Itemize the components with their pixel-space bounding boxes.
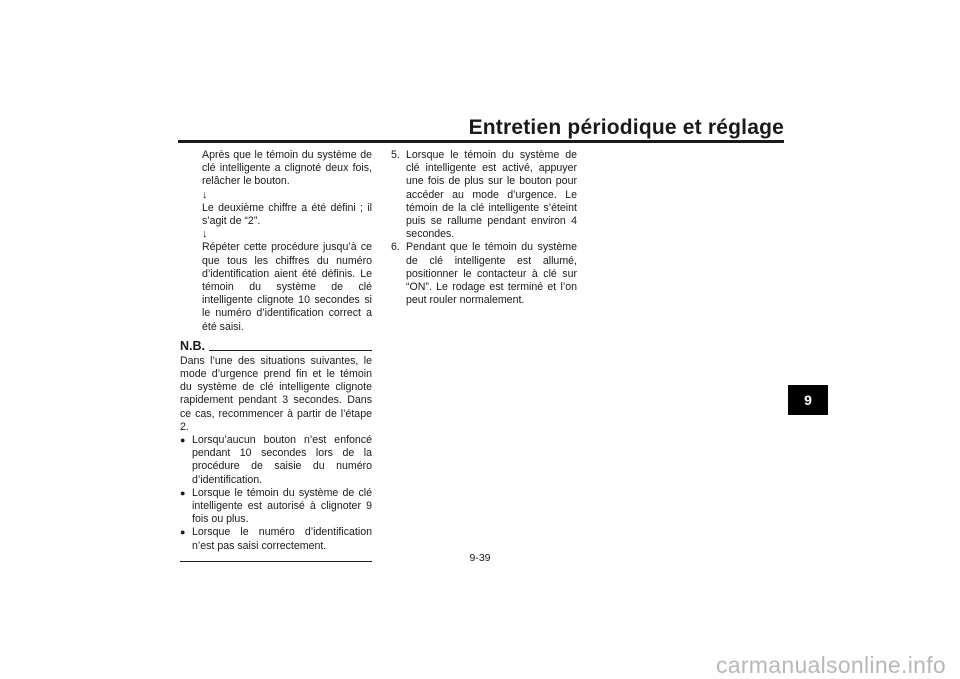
step-text: Lorsque le témoin du système de clé intelligente est activé, appuyer une fois de plus sur le bouton pour accéder au mode d’urgence. Le témoin de la clé intelligente s’éteint puis se rallume pendant environ 4 secondes. [406, 149, 577, 241]
bullet-icon: ● [180, 487, 186, 498]
step-paragraph-3: Répéter cette procédure jusqu’à ce que tous les chiffres du numéro d’identification aient été définis. Le témoin du système de clé intelligente clignote 10 secondes si le numéro d’identification correct a été saisi. [202, 241, 372, 333]
note-label: N.B. [180, 338, 205, 353]
step-paragraph-2: Le deuxième chiffre a été défini ; il s’agit de “2”. [202, 201, 372, 228]
numbered-step [391, 241, 577, 307]
chapter-tab: 9 [788, 385, 828, 415]
page-title: Entretien périodique et réglage [468, 116, 784, 139]
bullet-icon: ● [180, 435, 186, 446]
note-header [180, 339, 372, 353]
step-paragraph-1: Après que le témoin du système de clé intelligente a clignoté deux fois, relâcher le bouton. [202, 149, 372, 188]
right-column [391, 149, 577, 307]
step-text: Pendant que le témoin du système de clé intelligente est allumé, positionner le contacteur à clé sur “ON”. Le rodage est terminé et l’on peut rouler normalement. [406, 241, 577, 307]
header-rule [178, 140, 784, 143]
step-number: 6. [391, 241, 400, 254]
bullet-icon: ● [180, 527, 186, 538]
page-number: 9-39 [469, 552, 491, 564]
note-bullet-item [180, 434, 372, 487]
watermark: carmanualsonline.info [715, 652, 946, 678]
note-bullet-text: Lorsque le numéro d’identification n’est pas saisi correctement. [192, 526, 372, 552]
note-bullet-item [180, 526, 372, 552]
left-column [180, 149, 372, 562]
down-arrow-icon: ↓ [202, 228, 208, 241]
note-rule [209, 350, 372, 351]
note-bullet-text: Lorsque le témoin du système de clé intelligente est autorisé à clignoter 9 fois ou plus. [192, 486, 372, 526]
note-intro: Dans l’une des situations suivantes, le mode d’urgence prend fin et le témoin du système de clé intelligente clignote rapidement pendant 3 secondes. Dans ce cas, recommencer à partir de l’étape 2. [180, 354, 372, 433]
down-arrow-icon: ↓ [202, 188, 208, 201]
step-4-continuation [180, 149, 372, 334]
numbered-step [391, 149, 577, 241]
note-bullet-text: Lorsqu’aucun bouton n’est enfoncé pendant 10 secondes lors de la procédure de saisie du numéro d’identification. [192, 434, 372, 486]
note-bullet-item [180, 487, 372, 527]
step-number: 5. [391, 149, 400, 161]
